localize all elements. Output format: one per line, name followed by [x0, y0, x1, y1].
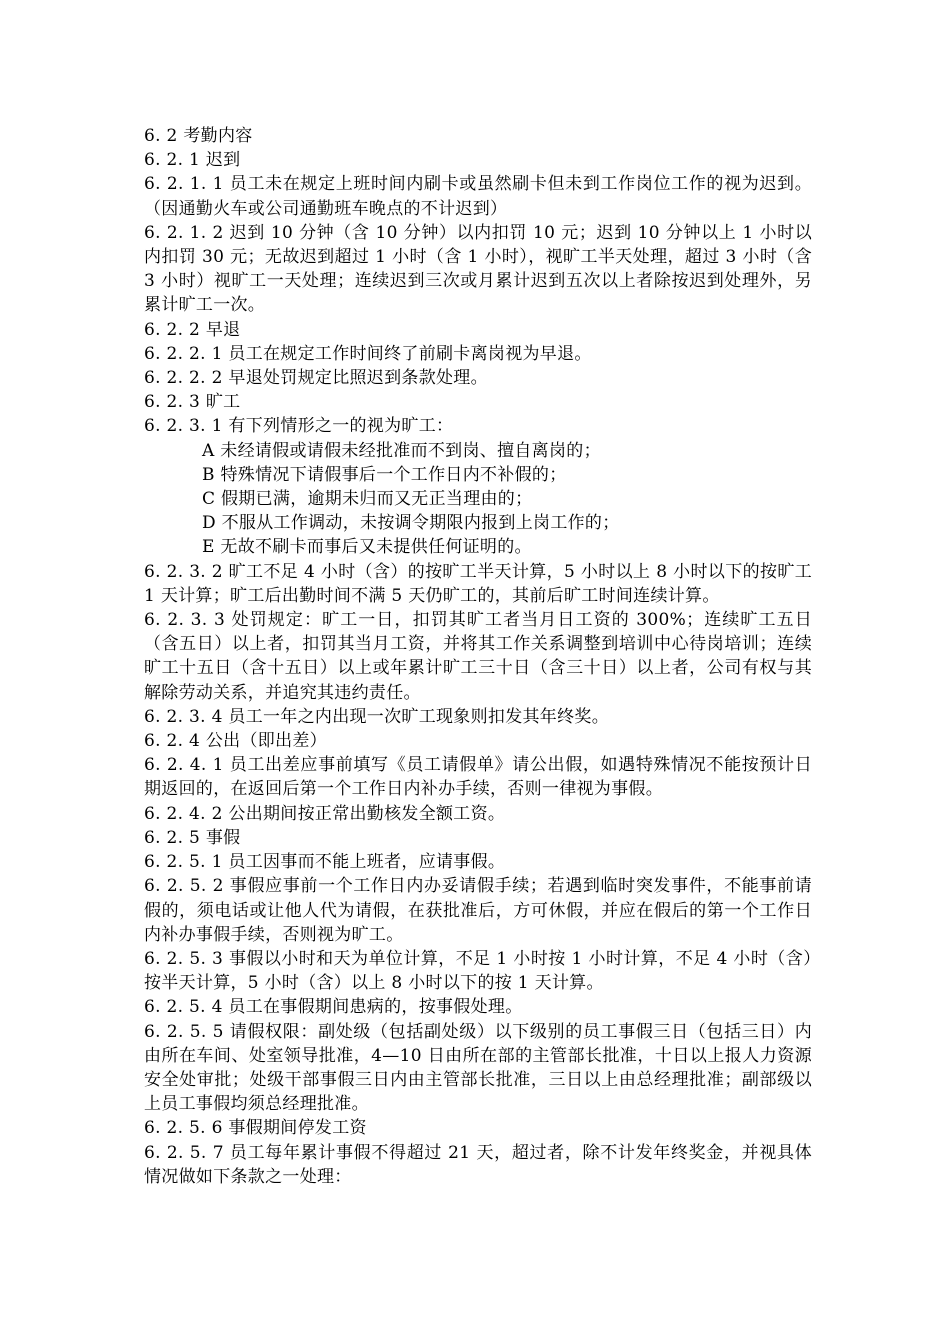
clause-6-2-5-1: 6. 2. 5. 1 员工因事而不能上班者，应请事假。	[144, 852, 506, 873]
clause-6-2-2-1: 6. 2. 2. 1 员工在规定工作时间终了前刷卡离岗视为早退。	[144, 343, 592, 364]
clause-6-2-3-2: 6. 2. 3. 2 旷工不足 4 小时（含）的按旷工半天计算，5 小时以上 8 小时以下的按旷工 1 天计算；旷工后出勤时间不满 5 天仍旷工的，其前后旷工时间连续计算。	[144, 561, 812, 606]
heading-6-2-3: 6. 2. 3 旷工	[144, 392, 241, 413]
clause-6-2-2-2: 6. 2. 2. 2 早退处罚规定比照迟到条款处理。	[144, 368, 488, 389]
list-item-b: B 特殊情况下请假事后一个工作日内不补假的；	[202, 464, 567, 485]
clause-6-2-3-1: 6. 2. 3. 1 有下列情形之一的视为旷工：	[144, 416, 454, 437]
clause-6-2-4-2: 6. 2. 4. 2 公出期间按正常出勤核发全额工资。	[144, 803, 506, 824]
heading-6-2-1: 6. 2. 1 迟到	[144, 150, 241, 171]
list-item-d: D 不服从工作调动，未按调令期限内报到上岗工作的；	[202, 513, 620, 534]
clause-6-2-1-1: 6. 2. 1. 1 员工未在规定上班时间内刷卡或虽然刷卡但未到工作岗位工作的视为迟到。（因通勤火车或公司通勤班车晚点的不计迟到）	[144, 174, 812, 219]
clause-6-2-5-5: 6. 2. 5. 5 请假权限：副处级（包括副处级）以下级别的员工事假三日（包括三日）内由所在车间、处室领导批准，4—10 日由所在部的主管部长批准，十日以上报人力资源安全处审批；处级干部事假三日内由主管部长批准，三日以上由总经理批准；副部级以上员工事假均须总经理批准。	[144, 1021, 812, 1115]
clause-6-2-3-4: 6. 2. 3. 4 员工一年之内出现一次旷工现象则扣发其年终奖。	[144, 706, 609, 727]
clause-6-2-4-1: 6. 2. 4. 1 员工出差应事前填写《员工请假单》请公出假，如遇特殊情况不能按预计日期返回的，在返回后第一个工作日内补办手续，否则一律视为事假。	[144, 755, 812, 800]
list-item-c: C 假期已满，逾期未归而又无正当理由的；	[202, 489, 533, 510]
list-item-e: E 无故不刷卡而事后又未提供任何证明的。	[202, 537, 532, 558]
heading-6-2-5: 6. 2. 5 事假	[144, 827, 241, 848]
clause-6-2-5-4: 6. 2. 5. 4 员工在事假期间患病的，按事假处理。	[144, 997, 523, 1018]
clause-6-2-3-3: 6. 2. 3. 3 处罚规定：旷工一日，扣罚其旷工者当月日工资的 300%；连续旷工五日（含五日）以上者，扣罚其当月工资，并将其工作关系调整到培训中心待岗培训；连续旷工十五日（含十五日）以上或年累计旷工三十日（含三十日）以上者，公司有权与其解除劳动关系，并追究其违约责任。	[144, 610, 812, 703]
list-item-a: A 未经请假或请假未经批准而不到岗、擅自离岗的；	[202, 440, 601, 461]
clause-6-2-5-3: 6. 2. 5. 3 事假以小时和天为单位计算，不足 1 小时按 1 小时计算，不足 4 小时（含）按半天计算，5 小时（含）以上 8 小时以下的按 1 天计算。	[144, 948, 812, 994]
clause-6-2-5-6: 6. 2. 5. 6 事假期间停发工资	[144, 1118, 367, 1139]
heading-6-2-4: 6. 2. 4 公出（即出差）	[144, 731, 327, 752]
document-body	[144, 124, 812, 1189]
clause-6-2-1-2: 6. 2. 1. 2 迟到 10 分钟（含 10 分钟）以内扣罚 10 元；迟到 10 分钟以上 1 小时以内扣罚 30 元；无故迟到超过 1 小时（含 1 小时），视旷工半天处理，超过 3 小时（含 3 小时）视旷工一天处理；连续迟到三次或月累计迟到五次以上者除按迟到处理外，另累计旷工一次。	[144, 222, 812, 316]
clause-6-2-5-2: 6. 2. 5. 2 事假应事前一个工作日内办妥请假手续；若遇到临时突发事件，不能事前请假的，须电话或让他人代为请假，在获批准后，方可休假，并应在假后的第一个工作日内补办事假手续，否则视为旷工。	[144, 876, 812, 945]
heading-6-2-2: 6. 2. 2 早退	[144, 319, 241, 340]
clause-6-2-5-7: 6. 2. 5. 7 员工每年累计事假不得超过 21 天，超过者，除不计发年终奖金，并视具体情况做如下条款之一处理：	[144, 1142, 812, 1187]
heading-6-2: 6. 2 考勤内容	[144, 126, 253, 146]
